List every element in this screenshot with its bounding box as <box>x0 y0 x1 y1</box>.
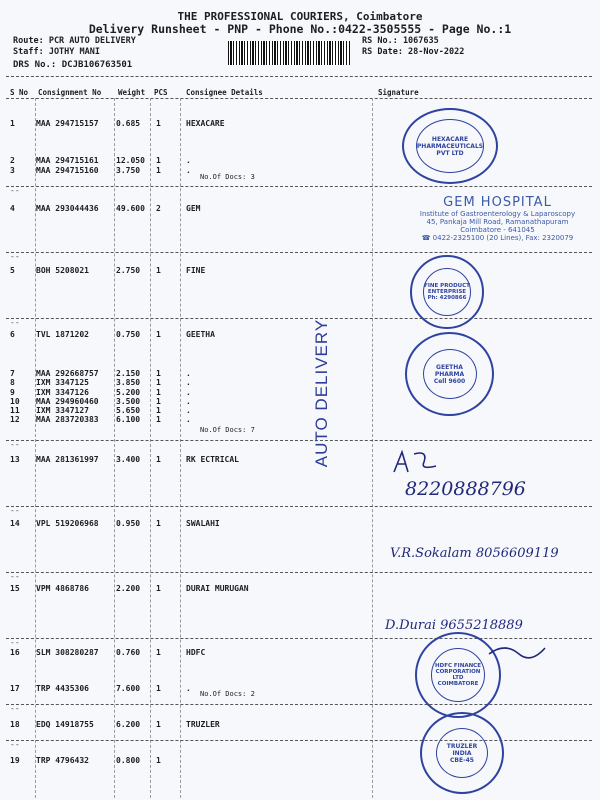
group-divider <box>6 572 592 573</box>
hdfc-stamp-text: HDFC FINANCE CORPORATION LTD <box>435 663 481 681</box>
row-consignment: MAA 281361997 <box>36 455 99 464</box>
row-consignee: . <box>186 156 191 165</box>
row-sno: 17 <box>10 684 20 693</box>
row-sno: 2 <box>10 156 15 165</box>
col-consignee: Consignee Details <box>186 88 263 97</box>
row-sno: 3 <box>10 166 15 175</box>
row-pcs: 1 <box>156 119 161 128</box>
auto-delivery-stamp: AUTO DELIVERY <box>312 318 331 468</box>
geetha-stamp <box>405 332 494 416</box>
column-guide <box>35 98 36 798</box>
group-divider <box>6 186 592 187</box>
row-pcs: 1 <box>156 388 161 397</box>
row-weight: 2.150 <box>116 369 141 378</box>
row-weight: 0.950 <box>116 519 141 528</box>
row-consignment: BOH 5208021 <box>36 266 89 275</box>
hexacare-stamp <box>402 108 498 184</box>
row-weight: 3.400 <box>116 455 141 464</box>
gem-stamp-line: Coimbatore - 641045 <box>460 226 535 234</box>
row-sno: 14 <box>10 519 20 528</box>
row-consignment: MAA 293044436 <box>36 204 99 213</box>
col-sno: S No <box>10 88 29 97</box>
row-consignment: EDQ 14918755 <box>36 720 94 729</box>
truzler-stamp <box>420 712 504 794</box>
row-weight: 3.850 <box>116 378 141 387</box>
row-separator: -- <box>10 506 20 515</box>
row-weight: 0.800 <box>116 756 141 765</box>
row-pcs: 1 <box>156 397 161 406</box>
row-sno: 9 <box>10 388 15 397</box>
column-guide <box>150 98 151 798</box>
header-divider <box>6 76 592 77</box>
row-consignee: . <box>186 369 191 378</box>
row-consignee: DURAI MURUGAN <box>186 584 249 593</box>
row-weight: 3.750 <box>116 166 141 175</box>
group-divider <box>6 318 592 319</box>
group-divider <box>6 740 592 741</box>
row-pcs: 1 <box>156 756 161 765</box>
row-pcs: 1 <box>156 330 161 339</box>
row-weight: 49.600 <box>116 204 145 213</box>
row-sno: 18 <box>10 720 20 729</box>
row-sno: 5 <box>10 266 15 275</box>
row-pcs: 1 <box>156 519 161 528</box>
runsheet-title: Delivery Runsheet - PNP - Phone No.:0422-3505555 - Page No.:1 <box>88 22 512 36</box>
row-sno: 19 <box>10 756 20 765</box>
row-sno: 7 <box>10 369 15 378</box>
gem-stamp-title: GEM HOSPITAL <box>443 195 552 210</box>
fine-stamp-inner: Ph: 4290866 <box>427 295 467 301</box>
row-consignment: IXM 3347127 <box>36 406 89 415</box>
row-consignee: GEETHA <box>186 330 215 339</box>
row-consignment: TRP 4796432 <box>36 756 89 765</box>
row-weight: 0.685 <box>116 119 141 128</box>
row-pcs: 1 <box>156 378 161 387</box>
row-consignee: RK ECTRICAL <box>186 455 239 464</box>
row-pcs: 1 <box>156 369 161 378</box>
group-divider <box>6 440 592 441</box>
row-consignment: MAA 294715161 <box>36 156 99 165</box>
row-consignment: TVL 1871202 <box>36 330 89 339</box>
row-separator: -- <box>10 186 20 195</box>
signature-name-phone: V.R.Sokalam 8056609119 <box>390 546 559 561</box>
row-weight: 5.650 <box>116 406 141 415</box>
truzler-stamp-text: TRUZLER INDIA <box>446 742 478 757</box>
row-consignee: FINE <box>186 266 206 275</box>
group-divider <box>6 704 592 705</box>
row-consignment: IXM 3347125 <box>36 378 89 387</box>
row-consignment: MAA 292668757 <box>36 369 99 378</box>
row-consignee: HDFC <box>186 648 206 657</box>
row-pcs: 1 <box>156 648 161 657</box>
row-separator: -- <box>10 638 20 647</box>
company-title: THE PROFESSIONAL COURIERS, Coimbatore <box>177 10 423 23</box>
row-weight: 5.200 <box>116 388 141 397</box>
row-weight: 6.100 <box>116 415 141 424</box>
row-weight: 6.200 <box>116 720 141 729</box>
rs-date: RS Date: 28-Nov-2022 <box>362 47 465 57</box>
row-sno: 11 <box>10 406 20 415</box>
gem-stamp-line: 45, Pankaja Mill Road, Ramanathapuram <box>426 218 569 226</box>
docs-count: No.Of Docs: 3 <box>200 173 255 181</box>
row-sno: 16 <box>10 648 20 657</box>
row-consignee: . <box>186 415 191 424</box>
row-consignment: MAA 294715157 <box>36 119 99 128</box>
row-consignment: TRP 4435306 <box>36 684 89 693</box>
col-consignment: Consignment No <box>38 88 102 97</box>
row-weight: 2.200 <box>116 584 141 593</box>
row-weight: 0.750 <box>116 330 141 339</box>
col-pcs: PCS <box>154 88 168 97</box>
row-separator: -- <box>10 252 20 261</box>
fine-stamp <box>410 255 484 329</box>
route-info: Route: PCR AUTO DELIVERY <box>13 36 136 46</box>
row-pcs: 1 <box>156 684 161 693</box>
row-sno: 10 <box>10 397 20 406</box>
barcode <box>228 41 350 65</box>
columns-divider <box>6 98 592 99</box>
row-consignment: SLM 308280287 <box>36 648 99 657</box>
row-sno: 13 <box>10 455 20 464</box>
signature-name-phone: D.Durai 9655218889 <box>385 618 523 633</box>
fine-stamp-text: FINE PRODUCT ENTERPRISE <box>424 283 470 295</box>
geetha-stamp-inner: Cell 9600 <box>433 377 466 385</box>
col-signature: Signature <box>378 88 419 97</box>
row-consignment: MAA 283720383 <box>36 415 99 424</box>
row-consignee: . <box>186 166 191 175</box>
row-consignment: VPL 519206968 <box>36 519 99 528</box>
row-pcs: 1 <box>156 455 161 464</box>
row-weight: 7.600 <box>116 684 141 693</box>
row-sno: 8 <box>10 378 15 387</box>
row-consignee: . <box>186 406 191 415</box>
docs-count: No.Of Docs: 2 <box>200 690 255 698</box>
row-consignee: HEXACARE <box>186 119 225 128</box>
row-pcs: 1 <box>156 415 161 424</box>
row-weight: 2.750 <box>116 266 141 275</box>
rs-number: RS No.: 1067635 <box>362 36 439 46</box>
row-consignee: . <box>186 378 191 387</box>
row-pcs: 1 <box>156 266 161 275</box>
row-weight: 0.760 <box>116 648 141 657</box>
hdfc-stamp-inner: COIMBATORE <box>437 681 479 687</box>
group-divider <box>6 638 592 639</box>
docs-count: No.Of Docs: 7 <box>200 426 255 434</box>
row-separator: -- <box>10 572 20 581</box>
handwritten-signature <box>388 446 448 478</box>
handwritten-signature <box>485 640 555 664</box>
drs-number: DRS No.: DCJB106763501 <box>13 60 133 70</box>
geetha-stamp-text: GEETHA PHARMA <box>434 363 465 378</box>
row-weight: 3.500 <box>116 397 141 406</box>
row-sno: 1 <box>10 119 15 128</box>
group-divider <box>6 252 592 253</box>
row-separator: -- <box>10 704 20 713</box>
row-consignee: TRUZLER <box>186 720 220 729</box>
row-weight: 12.050 <box>116 156 145 165</box>
row-consignee: . <box>186 684 191 693</box>
row-consignment: IXM 3347126 <box>36 388 89 397</box>
staff-info: Staff: JOTHY MANI <box>13 47 100 57</box>
row-consignment: MAA 294715160 <box>36 166 99 175</box>
column-guide <box>180 98 181 798</box>
row-sno: 6 <box>10 330 15 339</box>
gem-hospital-stamp <box>395 195 600 242</box>
gem-stamp-line: Institute of Gastroenterology & Laparoscopy <box>419 210 576 218</box>
row-pcs: 1 <box>156 584 161 593</box>
row-consignee: GEM <box>186 204 201 213</box>
column-guide <box>372 98 373 798</box>
signature-phone: 8220888796 <box>405 478 526 500</box>
row-separator: -- <box>10 740 20 749</box>
row-consignee: . <box>186 397 191 406</box>
hexacare-stamp-text: HEXACARE PHARMACEUTICALS PVT LTD <box>416 135 484 157</box>
row-separator: -- <box>10 318 20 327</box>
row-pcs: 1 <box>156 720 161 729</box>
row-pcs: 2 <box>156 204 161 213</box>
column-guide <box>114 98 115 798</box>
row-pcs: 1 <box>156 156 161 165</box>
col-weight: Weight <box>118 88 146 97</box>
row-consignment: MAA 294960460 <box>36 397 99 406</box>
row-sno: 15 <box>10 584 20 593</box>
group-divider <box>6 506 592 507</box>
row-pcs: 1 <box>156 406 161 415</box>
row-pcs: 1 <box>156 166 161 175</box>
row-sno: 4 <box>10 204 15 213</box>
truzler-stamp-inner: CBE-45 <box>450 756 474 764</box>
row-separator: -- <box>10 440 20 449</box>
row-consignee: . <box>186 388 191 397</box>
row-consignment: VPM 4868786 <box>36 584 89 593</box>
row-consignee: SWALAHI <box>186 519 220 528</box>
row-sno: 12 <box>10 415 20 424</box>
gem-stamp-line: ☎ 0422-2325100 (20 Lines), Fax: 2320079 <box>421 234 574 242</box>
